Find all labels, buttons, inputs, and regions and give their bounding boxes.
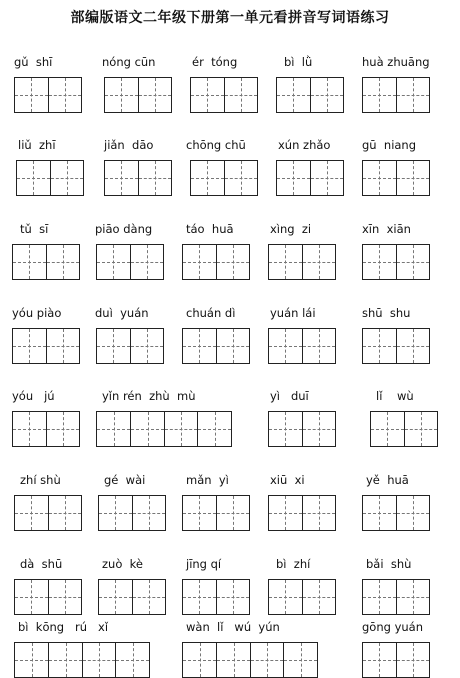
tianzige-cell[interactable] (224, 161, 257, 195)
writing-grid[interactable] (14, 642, 150, 678)
tianzige-cell[interactable] (216, 329, 249, 363)
writing-grid[interactable] (362, 328, 430, 364)
writing-grid[interactable] (268, 495, 336, 531)
tianzige-cell[interactable] (302, 245, 335, 279)
writing-grid[interactable] (362, 160, 430, 196)
writing-grid[interactable] (14, 579, 82, 615)
writing-grid[interactable] (98, 495, 166, 531)
pinyin-label: shū shu (362, 306, 411, 320)
tianzige-cell[interactable] (197, 412, 231, 446)
tianzige-cell[interactable] (269, 580, 302, 614)
tianzige-cell[interactable] (216, 496, 249, 530)
writing-grid[interactable] (182, 642, 318, 678)
tianzige-cell[interactable] (15, 580, 48, 614)
tianzige-cell[interactable] (302, 580, 335, 614)
writing-grid[interactable] (362, 642, 430, 678)
tianzige-cell[interactable] (269, 412, 302, 446)
pinyin-label: xīn xiān (362, 222, 411, 236)
tianzige-cell[interactable] (138, 161, 171, 195)
pinyin-label: chōng chū (186, 138, 246, 152)
writing-grid[interactable] (268, 244, 336, 280)
writing-grid[interactable] (190, 160, 258, 196)
tianzige-cell[interactable] (48, 496, 81, 530)
pinyin-label: táo huā (186, 222, 234, 236)
writing-grid[interactable] (268, 411, 336, 447)
tianzige-cell[interactable] (138, 78, 171, 112)
tianzige-cell[interactable] (46, 412, 79, 446)
pinyin-label: bì lǜ (284, 55, 313, 69)
tianzige-cell[interactable] (115, 643, 149, 677)
tianzige-cell[interactable] (363, 329, 396, 363)
pinyin-label: zhí shù (20, 473, 61, 487)
writing-grid[interactable] (16, 160, 84, 196)
pinyin-label: tǔ sī (20, 222, 49, 236)
tianzige-cell[interactable] (97, 329, 130, 363)
tianzige-cell[interactable] (302, 329, 335, 363)
writing-grid[interactable] (276, 77, 344, 113)
pinyin-label: duì yuán (95, 306, 149, 320)
writing-grid[interactable] (268, 579, 336, 615)
tianzige-cell[interactable] (97, 245, 130, 279)
writing-grid[interactable] (182, 328, 250, 364)
tianzige-cell[interactable] (15, 78, 48, 112)
tianzige-cell[interactable] (15, 643, 48, 677)
pinyin-label: lǐ wù (376, 389, 414, 403)
writing-grid[interactable] (104, 77, 172, 113)
pinyin-label: gū niang (362, 138, 417, 152)
tianzige-cell[interactable] (99, 580, 132, 614)
tianzige-cell[interactable] (277, 78, 310, 112)
pinyin-label: nóng cūn (102, 55, 156, 69)
writing-grid[interactable] (370, 411, 438, 447)
page-title: 部编版语文二年级下册第一单元看拼音写词语练习 (70, 10, 390, 26)
pinyin-label: yuán lái (270, 306, 316, 320)
tianzige-cell[interactable] (363, 245, 396, 279)
pinyin-label: jīng qí (186, 557, 222, 571)
pinyin-label: chuán dì (186, 306, 236, 320)
tianzige-cell[interactable] (48, 580, 81, 614)
writing-grid[interactable] (12, 328, 80, 364)
pinyin-label: xìng zi (270, 222, 312, 236)
pinyin-label: yì duī (270, 389, 309, 403)
pinyin-label: liǔ zhī (18, 138, 56, 152)
tianzige-cell[interactable] (302, 496, 335, 530)
pinyin-label: bì kōng rú xǐ (18, 620, 109, 634)
writing-grid[interactable] (182, 244, 250, 280)
tianzige-cell[interactable] (310, 78, 343, 112)
tianzige-cell[interactable] (99, 496, 132, 530)
pinyin-label: dà shū (20, 557, 63, 571)
tianzige-cell[interactable] (46, 245, 79, 279)
tianzige-cell[interactable] (13, 245, 46, 279)
writing-grid[interactable] (96, 244, 164, 280)
tianzige-cell[interactable] (130, 329, 163, 363)
writing-grid[interactable] (362, 77, 430, 113)
tianzige-cell[interactable] (132, 496, 165, 530)
pinyin-label: gōng yuán (362, 620, 424, 634)
tianzige-cell[interactable] (48, 643, 82, 677)
tianzige-cell[interactable] (404, 412, 437, 446)
pinyin-label: bì zhí (276, 557, 311, 571)
pinyin-label: xiū xi (270, 473, 305, 487)
tianzige-cell[interactable] (164, 412, 198, 446)
tianzige-cell[interactable] (50, 161, 83, 195)
tianzige-cell[interactable] (216, 580, 249, 614)
tianzige-cell[interactable] (183, 496, 216, 530)
tianzige-cell[interactable] (396, 161, 429, 195)
tianzige-cell[interactable] (46, 329, 79, 363)
tianzige-cell[interactable] (363, 643, 396, 677)
pinyin-label: ér tóng (192, 55, 238, 69)
pinyin-label: yóu piào (12, 306, 62, 320)
pinyin-label: jiǎn dāo (104, 138, 154, 152)
pinyin-label: gǔ shī (14, 55, 53, 69)
tianzige-cell[interactable] (363, 78, 396, 112)
tianzige-cell[interactable] (48, 78, 81, 112)
pinyin-label: gé wài (104, 473, 146, 487)
tianzige-cell[interactable] (183, 329, 216, 363)
tianzige-cell[interactable] (82, 643, 116, 677)
writing-grid[interactable] (104, 160, 172, 196)
tianzige-cell[interactable] (363, 161, 396, 195)
tianzige-cell[interactable] (224, 78, 257, 112)
tianzige-cell[interactable] (130, 245, 163, 279)
tianzige-cell[interactable] (17, 161, 50, 195)
tianzige-cell[interactable] (132, 580, 165, 614)
writing-grid[interactable] (98, 579, 166, 615)
tianzige-cell[interactable] (396, 496, 429, 530)
tianzige-cell[interactable] (302, 412, 335, 446)
tianzige-cell[interactable] (283, 643, 317, 677)
writing-grid[interactable] (12, 411, 80, 447)
tianzige-cell[interactable] (250, 643, 284, 677)
writing-grid[interactable] (268, 328, 336, 364)
tianzige-cell[interactable] (363, 580, 396, 614)
writing-grid[interactable] (14, 495, 82, 531)
pinyin-label: yě huā (366, 473, 409, 487)
writing-grid[interactable] (96, 328, 164, 364)
pinyin-label: zuò kè (102, 557, 143, 571)
pinyin-label: huà zhuāng (362, 55, 430, 69)
tianzige-cell[interactable] (183, 580, 216, 614)
writing-grid[interactable] (190, 77, 258, 113)
tianzige-cell[interactable] (269, 496, 302, 530)
pinyin-label: yǐn rén zhù mù (102, 389, 196, 403)
writing-grid[interactable] (362, 579, 430, 615)
writing-grid[interactable] (14, 77, 82, 113)
tianzige-cell[interactable] (97, 412, 130, 446)
tianzige-cell[interactable] (396, 329, 429, 363)
tianzige-cell[interactable] (15, 496, 48, 530)
tianzige-cell[interactable] (310, 161, 343, 195)
tianzige-cell[interactable] (105, 161, 138, 195)
writing-grid[interactable] (362, 495, 430, 531)
tianzige-cell[interactable] (277, 161, 310, 195)
pinyin-label: mǎn yì (186, 473, 229, 487)
tianzige-cell[interactable] (216, 245, 249, 279)
tianzige-cell[interactable] (269, 245, 302, 279)
writing-grid[interactable] (276, 160, 344, 196)
tianzige-cell[interactable] (396, 643, 429, 677)
tianzige-cell[interactable] (191, 161, 224, 195)
pinyin-label: wàn lǐ wú yún (186, 620, 280, 634)
pinyin-label: yóu jú (12, 389, 55, 403)
writing-grid[interactable] (182, 579, 250, 615)
tianzige-cell[interactable] (13, 412, 46, 446)
pinyin-label: xún zhǎo (278, 138, 331, 152)
writing-grid[interactable] (182, 495, 250, 531)
tianzige-cell[interactable] (183, 245, 216, 279)
tianzige-cell[interactable] (191, 78, 224, 112)
writing-grid[interactable] (12, 244, 80, 280)
tianzige-cell[interactable] (130, 412, 164, 446)
pinyin-label: piāo dàng (95, 222, 153, 236)
writing-grid[interactable] (362, 244, 430, 280)
pinyin-label: bǎi shù (366, 557, 412, 571)
tianzige-cell[interactable] (269, 329, 302, 363)
tianzige-cell[interactable] (396, 245, 429, 279)
writing-grid[interactable] (96, 411, 232, 447)
tianzige-cell[interactable] (183, 643, 216, 677)
tianzige-cell[interactable] (105, 78, 138, 112)
tianzige-cell[interactable] (396, 580, 429, 614)
tianzige-cell[interactable] (216, 643, 250, 677)
tianzige-cell[interactable] (396, 78, 429, 112)
tianzige-cell[interactable] (371, 412, 404, 446)
tianzige-cell[interactable] (363, 496, 396, 530)
tianzige-cell[interactable] (13, 329, 46, 363)
